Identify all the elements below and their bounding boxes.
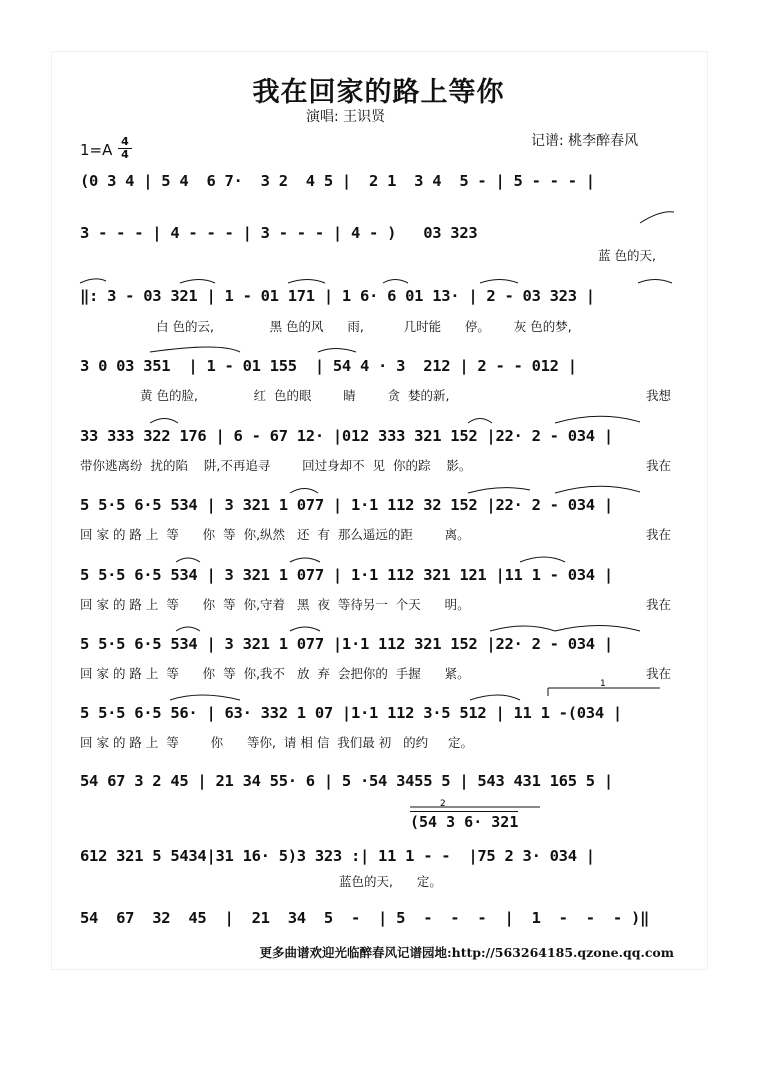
lyrics-line-3: 白 色的云, 黑 色的风 雨, 几时能 停。 灰 色的梦, <box>156 319 572 334</box>
singer-credit: 演唱: 王识贤 <box>306 109 386 125</box>
lyrics-line-2: 蓝 色的天, <box>598 248 656 263</box>
transcriber-credit: 记谱: 桃李醉春风 <box>531 133 639 149</box>
score-line-1: (0 3 4 | 5 4 6 7· 3 2 4 5 | 2 1 3 4 5 - | 5 - - - | <box>80 172 595 190</box>
slur-arcs <box>80 212 674 807</box>
volta-2-label: 2 <box>440 799 446 809</box>
lyrics-line-8-end: 我在 <box>645 666 671 681</box>
lyrics-line-6: 回 家 的 路 上 等 你 等 你,纵然 还 有 那么遥远的距 离。 <box>80 527 470 542</box>
score-line-6: 5 5·5 6·5 534 | 3 321 1 077 | 1·1 112 32 152 |22· 2 - 034 | <box>80 496 613 514</box>
lyrics-line-4-end: 我想 <box>645 388 671 403</box>
time-signature-top: 4 <box>121 135 129 148</box>
time-signature-bottom: 4 <box>118 148 132 161</box>
lyrics-line-5-end: 我在 <box>645 458 671 473</box>
score-line-9: 5 5·5 6·5 56· | 63· 332 1 07 |1·1 112 3·5 512 | 11 1 -(034 | <box>80 704 622 722</box>
footer-credit: 更多曲谱欢迎光临醉春风记谱园地:http://563264185.qzone.qq.com <box>259 945 674 960</box>
score-line-4: 3 0 03 351 | 1 - 01 155 | 54 4 · 3 212 | 2 - - 012 | <box>80 357 577 375</box>
score-line-3: ‖: 3 - 03 321 | 1 - 01 171 | 1 6· 6 01 13· | 2 - 03 323 | <box>80 287 595 305</box>
lyrics-line-9: 回 家 的 路 上 等 你 等你, 请 相 信 我们最 初 的约 定。 <box>80 735 474 750</box>
score-line-11: 612 321 5 5434|31 16· 5)3 323 :| 11 1 - - |75 2 3· 034 | <box>80 847 595 865</box>
lyrics-line-4: 黄 色的脸, 红 色的眼 睛 贪 婪的新, <box>140 388 450 403</box>
score-line-7: 5 5·5 6·5 534 | 3 321 1 077 | 1·1 112 321 121 |11 1 - 034 | <box>80 566 613 584</box>
score-line-8: 5 5·5 6·5 534 | 3 321 1 077 |1·1 112 321 152 |22· 2 - 034 | <box>80 635 613 653</box>
lyrics-line-6-end: 我在 <box>645 527 671 542</box>
score-line-5: 33 333 322 176 | 6 - 67 12· |012 333 321 152 |22· 2 - 034 | <box>80 427 613 445</box>
score-line-2: 3 - - - | 4 - - - | 3 - - - | 4 - ) 03 323 <box>80 224 478 242</box>
lyrics-line-7-end: 我在 <box>645 597 671 612</box>
song-title: 我在回家的路上等你 <box>252 77 505 108</box>
key-signature: 1=A <box>80 141 113 159</box>
lyrics-line-11: 蓝色的天, 定。 <box>339 874 442 889</box>
lyrics-line-5: 带你逃离纷 扰的陷 阱,不再追寻 回过身却不 见 你的踪 影。 <box>80 458 472 473</box>
volta-1-label: 1 <box>600 679 606 689</box>
score-line-12: 54 67 32 45 | 21 34 5 - | 5 - - - | 1 - - - )‖ <box>80 909 650 927</box>
alternate-ending-phrase: (54 3 6· 321 <box>410 813 519 831</box>
lyrics-line-7: 回 家 的 路 上 等 你 等 你,守着 黑 夜 等待另一 个天 明。 <box>80 597 470 612</box>
lyrics-line-8: 回 家 的 路 上 等 你 等 你,我不 放 弃 会把你的 手握 紧。 <box>80 666 470 681</box>
score-line-10: 54 67 3 2 45 | 21 34 55· 6 | 5 ·54 3455 5 | 543 431 165 5 | <box>80 772 613 790</box>
